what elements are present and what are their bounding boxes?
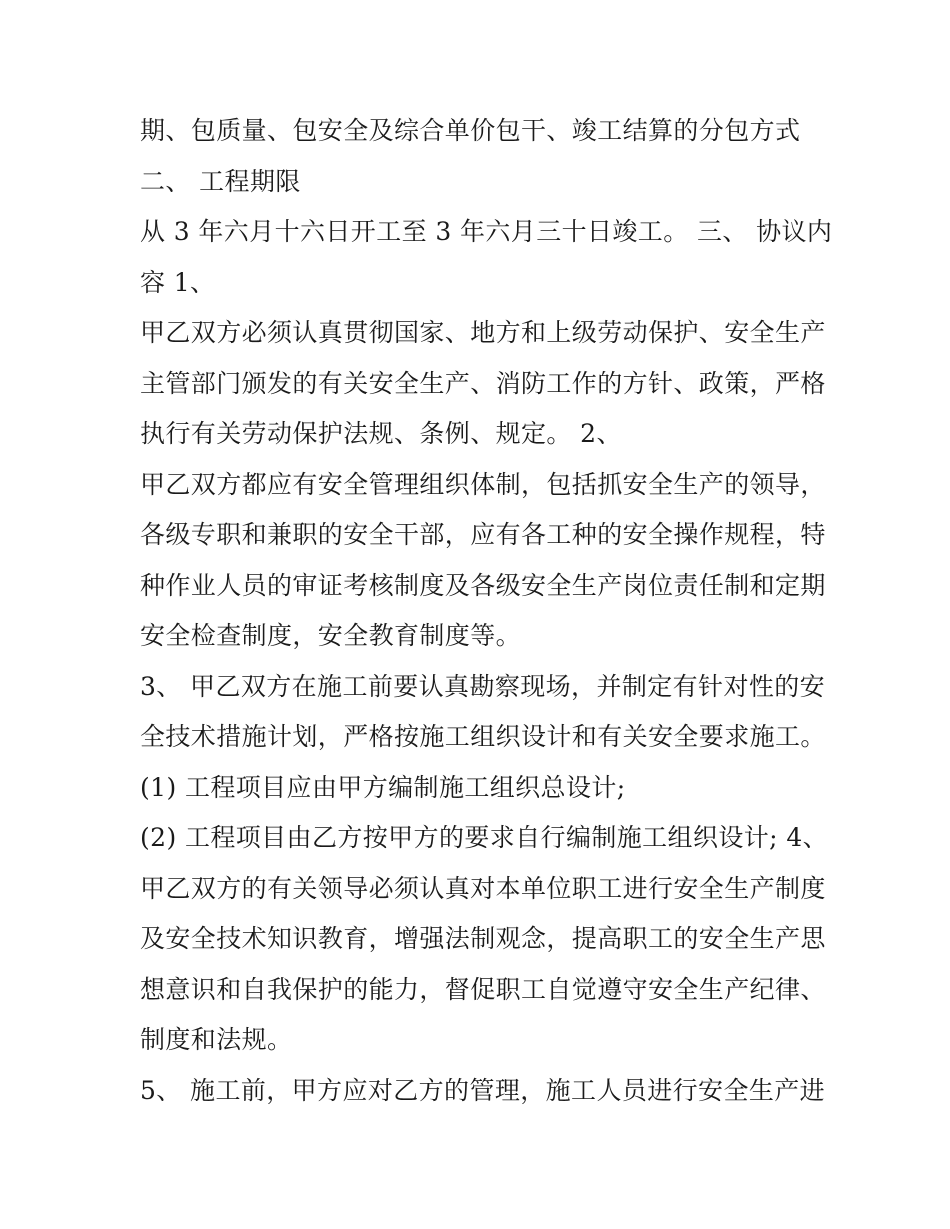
section-heading-2: 二、 工程期限 (140, 166, 301, 196)
document-body (140, 106, 833, 1116)
text-line-13: 全技术措施计划，严格按施工组织设计和有关安全要求施工。 (140, 722, 826, 751)
text-line-1: 期、包质量、包安全及综合单价包干、竣工结算的分包方式 (140, 116, 801, 145)
text-line-6: 主管部门颁发的有关安全生产、消防工作的方针、政策，严格 (140, 368, 826, 398)
text-line-5: 甲乙双方必须认真贯彻国家、地方和上级劳动保护、安全生产 (140, 318, 826, 347)
text-line-10: 种作业人员的审证考核制度及各级安全生产岗位责任制和定期 (140, 570, 826, 600)
text-line-3: 从 3 年六月十六日开工至 3 年六月三十日竣工。 三、 协议内 (140, 217, 833, 246)
text-line-18: 想意识和自我保护的能力，督促职工自觉遵守安全生产纪律、 (140, 974, 826, 1004)
text-line-20: 5、 施工前，甲方应对乙方的管理，施工人员进行安全生产进 (140, 1075, 826, 1105)
text-line-12: 3、 甲乙双方在施工前要认真勘察现场，并制定有针对性的安 (140, 671, 826, 701)
text-line-15: (2) 工程项目由乙方按甲方的要求自行编制施工组织设计; 4、 (140, 823, 829, 852)
text-line-9: 各级专职和兼职的安全干部，应有各工种的安全操作规程，特 (140, 520, 826, 549)
text-line-16: 甲乙双方的有关领导必须认真对本单位职工进行安全生产制度 (140, 873, 826, 903)
text-line-19: 制度和法规。 (140, 1025, 293, 1054)
text-line-8: 甲乙双方都应有安全管理组织体制，包括抓安全生产的领导， (140, 469, 826, 499)
text-line-7: 执行有关劳动保护法规、条例、规定。 2、 (140, 419, 622, 448)
text-line-17: 及安全技术知识教育，增强法制观念，提高职工的安全生产思 (140, 924, 826, 953)
text-line-14: (1) 工程项目应由甲方编制施工组织总设计; (140, 772, 626, 802)
text-line-4: 容 1、 (140, 267, 216, 297)
text-line-11: 安全检查制度，安全教育制度等。 (140, 621, 522, 650)
